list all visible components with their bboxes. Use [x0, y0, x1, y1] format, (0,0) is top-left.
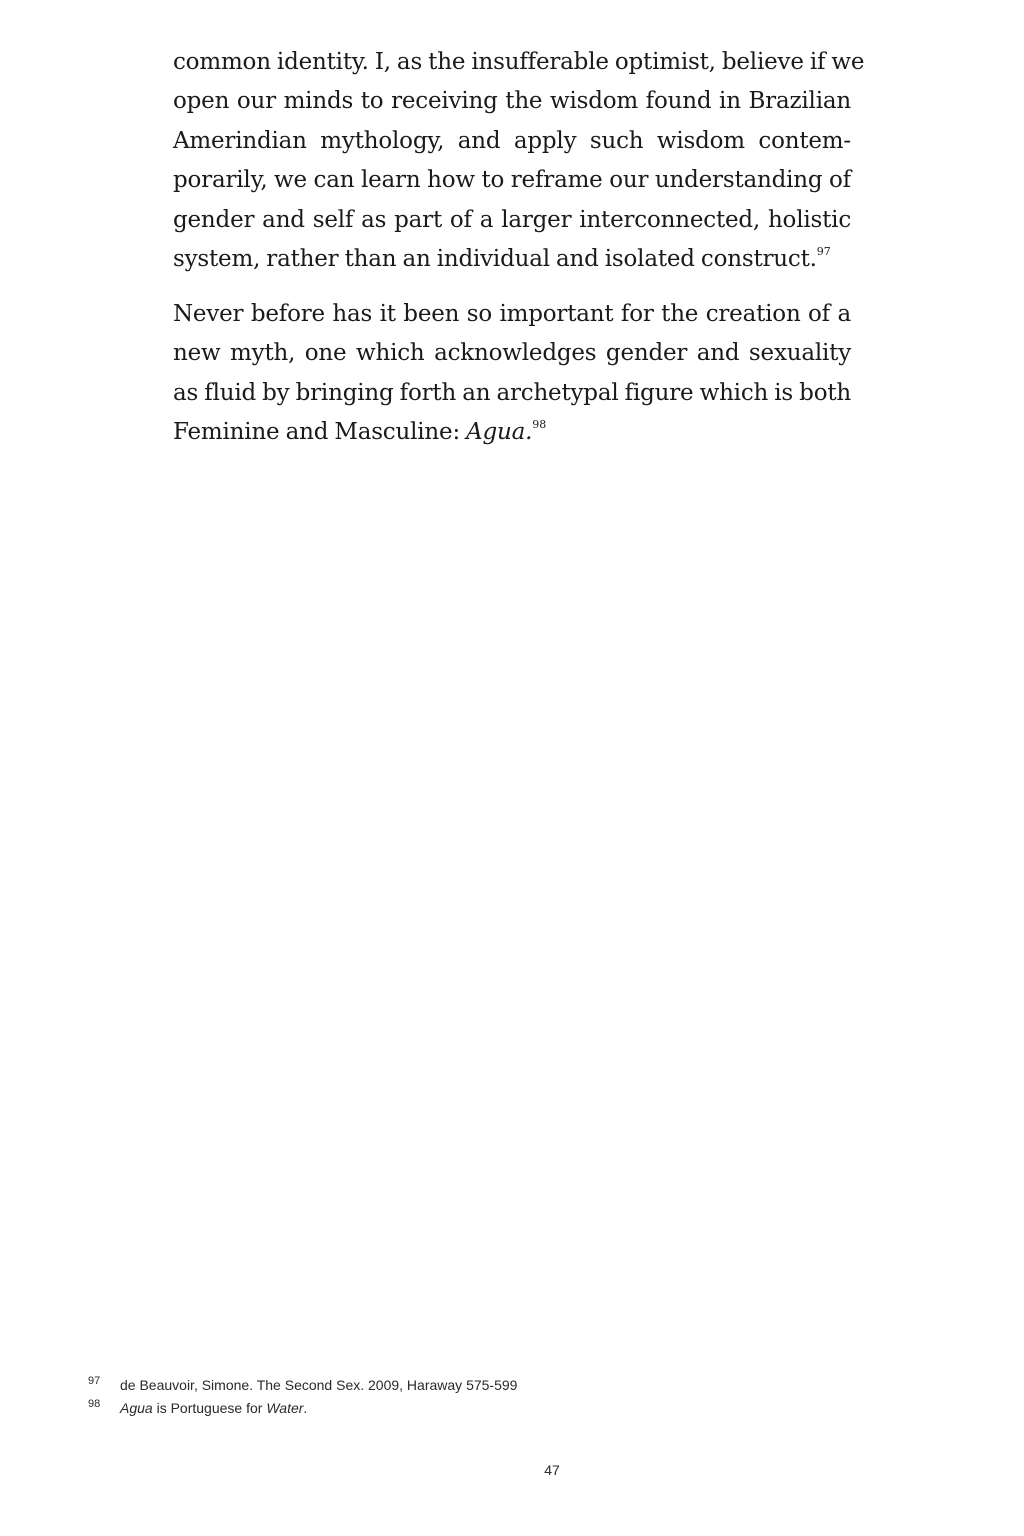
text-line: common identity. I, as the insufferable optimist, believe if we [173, 49, 865, 75]
text-line-with-footnote [173, 413, 851, 455]
footnote-reference[interactable]: 98 [532, 418, 547, 432]
body-paragraph-2 [173, 295, 851, 456]
text-line: new myth, one which acknowledges gender and sexuality [173, 340, 851, 367]
footnote-98 [88, 1397, 888, 1420]
text-line: Feminine and Masculine: [173, 419, 467, 446]
text-line: Amerindian mythology, and apply such wisdom contem- [173, 127, 851, 154]
text-line: Never before has it been so important for the creation of a [173, 301, 851, 327]
text-line: porarily, we can learn how to reframe our understanding of [173, 167, 851, 194]
page-number: 47 [544, 1462, 560, 1478]
footnote-text: de Beauvoir, Simone. The Second Sex. 2009, Haraway 575-599 [120, 1377, 518, 1393]
footnote-middle: is Portuguese for [152, 1400, 267, 1416]
text-line: open our minds to receiving the wisdom found in Brazilian [173, 88, 851, 115]
footnote-reference[interactable]: 97 [816, 245, 831, 259]
footnote-number: 98 [88, 1398, 101, 1410]
body-paragraph-1 [173, 43, 865, 282]
footnote-translation: Water [266, 1400, 304, 1416]
footnote-number: 97 [88, 1375, 101, 1387]
footnote-97 [88, 1374, 888, 1397]
footnote-end: . [303, 1400, 308, 1416]
emphasis-term: Agua. [466, 419, 533, 446]
text-line-with-footnote [173, 240, 851, 282]
footnote-text [120, 1397, 307, 1420]
footnote-term: Agua [120, 1400, 153, 1416]
text-line: as fluid by bringing forth an archetypal figure which is both [173, 379, 851, 406]
text-line: gender and self as part of a larger interconnected, holistic [173, 206, 851, 233]
footnotes-section [88, 1374, 888, 1420]
text-line: system, rather than an individual and isolated construct. [173, 246, 817, 273]
